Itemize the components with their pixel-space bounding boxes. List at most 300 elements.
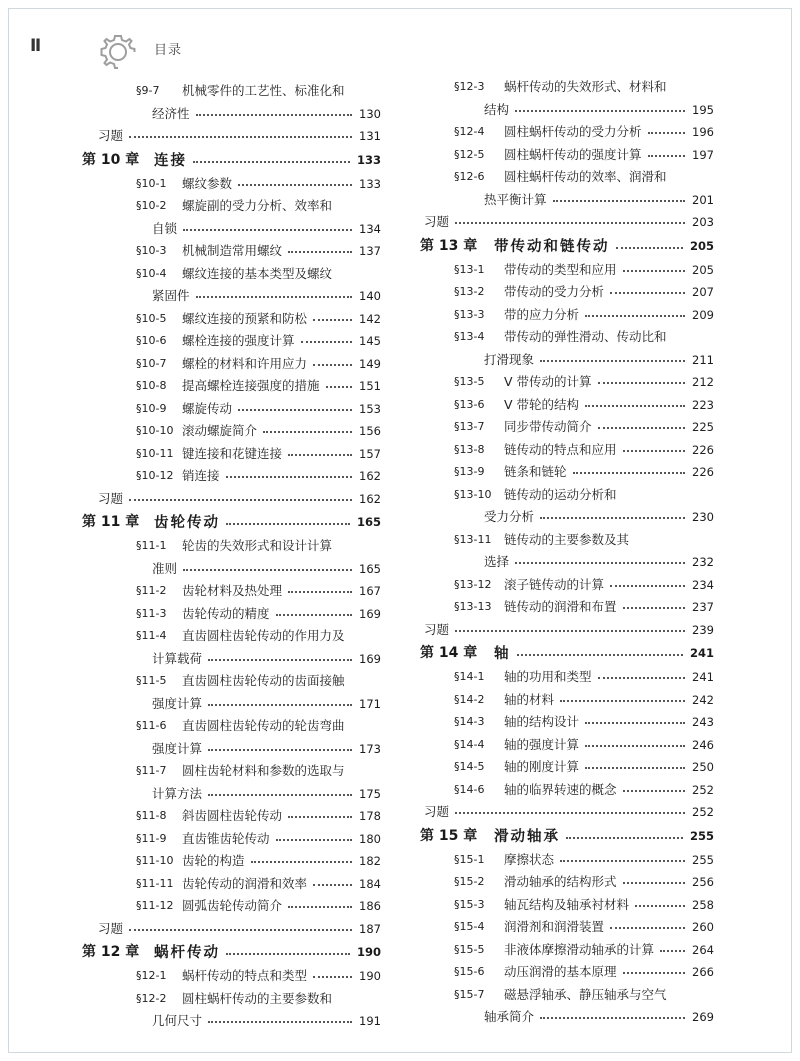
section-number: §14-2: [454, 692, 485, 706]
section-number: §10-9: [136, 401, 167, 415]
section-title: 直齿圆柱齿轮传动的作用力及: [182, 628, 345, 643]
page-ref: 264: [689, 939, 714, 962]
chapter-title: 滑动轴承: [494, 827, 560, 845]
section-title-continued: 热平衡计算: [484, 191, 547, 207]
section-title: V 带传动的计算: [504, 374, 592, 389]
dot-leader: [540, 517, 685, 519]
dot-leader: [560, 860, 685, 862]
section-number: §14-5: [454, 760, 485, 773]
chapter-row: [414, 824, 714, 849]
section-number: §9-7: [136, 84, 160, 97]
dot-leader: [313, 976, 352, 978]
dot-leader: [623, 450, 685, 452]
page-ref: 252: [689, 779, 714, 802]
section-title: 直齿圆柱齿轮传动的齿面接触: [182, 673, 345, 688]
section-number: §10-10: [136, 424, 174, 437]
page-ref: 256: [689, 871, 714, 894]
dot-leader: [208, 1021, 352, 1023]
page-ref: 258: [689, 894, 714, 917]
dot-leader: [288, 816, 352, 818]
section-title-continued: 结构: [484, 101, 510, 117]
section-number: §13-8: [454, 442, 485, 456]
toc-row: [106, 420, 381, 443]
section-number: §12-3: [454, 80, 485, 93]
section-title-continued: 受力分析: [484, 509, 535, 524]
toc-row: [106, 580, 381, 603]
dot-leader: [288, 251, 352, 253]
dot-leader: [129, 929, 352, 931]
page-ref: 223: [689, 394, 714, 417]
section-number: §10-7: [136, 356, 167, 370]
exercise-title: 习题: [424, 804, 450, 819]
toc-row: [434, 76, 714, 99]
dot-leader: [288, 454, 352, 456]
section-title-continued: 计算方法: [152, 785, 203, 801]
section-number: §15-5: [454, 942, 485, 956]
dot-leader: [301, 341, 352, 343]
dot-leader: [635, 905, 685, 907]
chapter-number: 第 15 章: [420, 827, 478, 844]
page-ref: 196: [689, 121, 714, 144]
page-ref: 241: [689, 666, 714, 689]
toc-row: [106, 80, 381, 103]
section-title: 机械零件的工艺性、标准化和: [182, 83, 345, 98]
dot-leader: [313, 364, 352, 366]
chapter-number: 第 12 章: [82, 944, 140, 960]
section-number: §10-3: [136, 244, 167, 257]
toc-row: [434, 326, 714, 349]
section-title: 圆柱蜗杆传动的强度计算: [504, 146, 642, 162]
toc-row: [434, 871, 714, 894]
dot-leader: [598, 677, 685, 679]
section-title: 螺旋传动: [182, 400, 233, 416]
page-ref: 153: [356, 398, 381, 421]
section-title: 带的应力分析: [504, 306, 580, 322]
section-title-continued: 打滑现象: [484, 351, 535, 367]
page-ref: 191: [356, 1010, 381, 1033]
toc-row: [434, 484, 714, 507]
toc-row: [414, 189, 714, 212]
toc-row: [106, 760, 381, 783]
chapter-title: 带传动和链传动: [494, 237, 610, 255]
chapter-title: 齿轮传动: [154, 514, 220, 531]
section-number: §11-10: [136, 854, 174, 867]
dot-leader: [196, 114, 352, 116]
chapter-row: [76, 940, 381, 965]
dot-leader: [648, 132, 685, 134]
dot-leader: [610, 292, 685, 294]
section-title-continued: 自锁: [152, 220, 178, 236]
section-number: §13-13: [454, 600, 492, 613]
toc-row: [106, 895, 381, 918]
dot-leader: [553, 200, 685, 202]
section-number: §10-11: [136, 446, 174, 460]
dot-leader: [288, 591, 352, 593]
page-ref: 266: [689, 961, 714, 984]
toc-row: [414, 349, 714, 372]
section-number: §11-8: [136, 809, 167, 822]
section-number: §15-4: [454, 920, 485, 933]
dot-leader: [455, 222, 685, 224]
toc-row: [434, 734, 714, 757]
page-ref: 269: [689, 1006, 714, 1029]
section-number: §10-5: [136, 311, 167, 325]
page-ref: 230: [689, 506, 714, 529]
section-number: §13-12: [454, 577, 492, 591]
dot-leader: [276, 614, 352, 616]
section-title: 圆柱蜗杆传动的效率、润滑和: [504, 169, 667, 184]
dot-leader: [226, 476, 352, 478]
gear-icon: [96, 30, 140, 74]
toc-row: [434, 916, 714, 939]
section-title: 螺纹参数: [182, 175, 233, 191]
section-title: 圆柱蜗杆传动的受力分析: [504, 124, 642, 139]
section-number: §11-4: [136, 629, 167, 642]
page-ref: 195: [689, 99, 714, 122]
toc-row: [106, 805, 381, 828]
section-title: 非液体摩擦滑动轴承的计算: [504, 941, 655, 957]
section-title: 链传动的运动分析和: [504, 486, 617, 502]
page-ref: 142: [356, 308, 381, 331]
page-ref: 162: [356, 465, 381, 488]
dot-leader: [610, 927, 685, 929]
section-title: 摩擦状态: [504, 851, 555, 867]
section-title: 螺栓连接的强度计算: [182, 333, 295, 348]
section-title: 链传动的润滑和布置: [504, 599, 617, 614]
page-ref: 212: [689, 371, 714, 394]
toc-row: [434, 121, 714, 144]
exercise-title: 习题: [98, 920, 124, 936]
dot-leader: [515, 562, 685, 564]
section-title: 齿轮传动的精度: [182, 605, 270, 621]
section-title: 链条和链轮: [504, 464, 567, 479]
dot-leader: [616, 247, 683, 249]
page-header: [26, 30, 786, 70]
toc-row: [434, 574, 714, 597]
dot-leader: [515, 110, 685, 112]
toc-row: [106, 670, 381, 693]
section-number: §15-7: [454, 987, 485, 1001]
dot-leader: [585, 315, 685, 317]
dot-leader: [193, 161, 350, 163]
section-number: §15-3: [454, 897, 485, 911]
section-number: §15-2: [454, 875, 485, 888]
toc-row: [434, 666, 714, 689]
toc-row: [106, 330, 381, 353]
toc-row: [76, 1010, 381, 1033]
dot-leader: [208, 659, 352, 661]
section-title: 斜齿圆柱齿轮传动: [182, 808, 283, 823]
page-ref: 130: [356, 103, 381, 126]
toc-row: [76, 103, 381, 126]
page-ref: 211: [689, 349, 714, 372]
page-ref: 134: [356, 218, 381, 241]
section-number: §11-12: [136, 899, 174, 912]
toc-row: [106, 443, 381, 466]
page-ref: 167: [356, 580, 381, 603]
section-title: 轴的临界转速的概念: [504, 781, 617, 797]
section-number: §10-8: [136, 379, 167, 392]
exercise-title: 习题: [98, 490, 124, 506]
chapter-row: [76, 510, 381, 535]
section-number: §11-7: [136, 764, 167, 777]
chapter-number: 第 13 章: [420, 237, 478, 254]
section-title-continued: 轴承简介: [484, 1009, 535, 1024]
toc-row: [434, 281, 714, 304]
section-title: 螺栓的材料和许用应力: [182, 355, 308, 371]
toc-row: [434, 711, 714, 734]
dot-leader: [517, 654, 683, 656]
page-ref: 250: [689, 756, 714, 779]
dot-leader: [540, 360, 685, 362]
section-title: 圆柱齿轮材料和参数的选取与: [182, 763, 345, 778]
section-title: 齿轮材料及热处理: [182, 583, 283, 598]
page-ref: 232: [689, 551, 714, 574]
chapter-row: [76, 148, 381, 173]
dot-leader: [623, 607, 685, 609]
page-ref: 203: [689, 211, 714, 234]
toc-row: [76, 648, 381, 671]
dot-leader: [598, 382, 685, 384]
dot-leader: [540, 1017, 685, 1019]
page-ref: 165: [354, 510, 381, 535]
section-title: 直齿圆柱齿轮传动的轮齿弯曲: [182, 718, 345, 733]
toc-row: [106, 465, 381, 488]
page-ref: 255: [687, 824, 714, 849]
toc-row: [106, 353, 381, 376]
toc-row: [434, 144, 714, 167]
section-title: 圆弧齿轮传动简介: [182, 898, 283, 913]
section-number: §14-1: [454, 670, 485, 683]
section-number: §14-4: [454, 737, 485, 751]
chapter-number: 第 11 章: [82, 514, 140, 530]
page-ref: 237: [689, 596, 714, 619]
section-title-continued: 几何尺寸: [152, 1013, 203, 1028]
exercise-row: [414, 619, 714, 642]
dot-leader: [208, 794, 352, 796]
section-title: 带传动的弹性滑动、传动比和: [504, 329, 667, 344]
page-ref: 190: [354, 940, 381, 965]
section-number: §11-1: [136, 539, 167, 552]
exercise-title: 习题: [98, 128, 124, 143]
section-title: 螺纹连接的基本类型及螺纹: [182, 265, 333, 281]
section-title: 键连接和花键连接: [182, 445, 283, 461]
chapter-title: 连接: [154, 151, 187, 169]
toc-row: [414, 1006, 714, 1029]
toc-row: [106, 173, 381, 196]
page-ref: 205: [689, 259, 714, 282]
toc-row: [434, 849, 714, 872]
page-ref: 151: [356, 375, 381, 398]
page-ref: 182: [356, 850, 381, 873]
section-title: 轮齿的失效形式和设计计算: [182, 538, 333, 553]
section-title-continued: 强度计算: [152, 740, 203, 756]
exercise-row: [76, 125, 381, 148]
section-number: §11-3: [136, 606, 167, 620]
dot-leader: [566, 837, 683, 839]
section-title: 齿轮的构造: [182, 853, 245, 868]
page-ref: 145: [356, 330, 381, 353]
section-title: 链传动的主要参数及其: [504, 531, 630, 547]
section-number: §11-5: [136, 674, 167, 687]
dot-leader: [648, 155, 685, 157]
section-number: §13-6: [454, 397, 485, 411]
page-ref: 175: [356, 783, 381, 806]
toc-row: [106, 625, 381, 648]
toc-row: [106, 988, 381, 1011]
page-ref: 169: [356, 603, 381, 626]
dot-leader: [660, 950, 685, 952]
page-ref: 207: [689, 281, 714, 304]
section-title: 轴的强度计算: [504, 736, 580, 752]
section-title: 磁悬浮轴承、静压轴承与空气: [504, 986, 667, 1002]
dot-leader: [129, 499, 352, 501]
toc-row: [106, 375, 381, 398]
page-ref: 184: [356, 873, 381, 896]
section-number: §14-3: [454, 715, 485, 728]
toc-row: [106, 263, 381, 286]
toc-row: [106, 965, 381, 988]
section-title: 齿轮传动的润滑和效率: [182, 875, 308, 891]
toc-row: [106, 850, 381, 873]
toc-row: [434, 779, 714, 802]
dot-leader: [455, 630, 685, 632]
section-title: 销连接: [182, 468, 220, 483]
page-ref: 201: [689, 189, 714, 212]
page-ref: 243: [689, 711, 714, 734]
section-title: 蜗杆传动的失效形式、材料和: [504, 79, 667, 94]
page-ref: 140: [356, 285, 381, 308]
section-title: 轴的结构设计: [504, 714, 580, 729]
exercise-row: [76, 488, 381, 511]
section-title-continued: 经济性: [152, 105, 190, 121]
dot-leader: [129, 136, 352, 138]
page-ref: 186: [356, 895, 381, 918]
toc-row: [106, 195, 381, 218]
chapter-row: [414, 234, 714, 259]
section-number: §13-9: [454, 465, 485, 478]
section-number: §15-6: [454, 965, 485, 978]
dot-leader: [276, 839, 352, 841]
section-number: §12-6: [454, 170, 485, 183]
section-title: 直齿锥齿轮传动: [182, 830, 270, 846]
page-ref: 205: [687, 234, 714, 259]
section-number: §13-10: [454, 487, 492, 501]
dot-leader: [326, 386, 352, 388]
toc-row: [106, 603, 381, 626]
dot-leader: [183, 229, 352, 231]
section-title: 螺旋副的受力分析、效率和: [182, 198, 333, 213]
toc-row: [106, 715, 381, 738]
section-number: §11-9: [136, 831, 167, 845]
page-ref: 226: [689, 439, 714, 462]
page-ref: 260: [689, 916, 714, 939]
toc-row: [434, 984, 714, 1007]
toc-row: [434, 894, 714, 917]
section-title: 滚子链传动的计算: [504, 576, 605, 592]
page-ref: 131: [356, 125, 381, 148]
dot-leader: [313, 319, 352, 321]
section-title: 带传动的类型和应用: [504, 261, 617, 277]
section-number: §11-11: [136, 876, 174, 890]
toc-row: [76, 558, 381, 581]
dot-leader: [623, 972, 685, 974]
dot-leader: [226, 523, 350, 525]
section-number: §12-5: [454, 147, 485, 161]
page-ref: 209: [689, 304, 714, 327]
page-ref: 173: [356, 738, 381, 761]
section-number: §13-11: [454, 532, 492, 546]
toc-row: [434, 939, 714, 962]
section-number: §10-1: [136, 176, 167, 190]
dot-leader: [208, 704, 352, 706]
page-ref: 190: [356, 965, 381, 988]
toc-row: [434, 529, 714, 552]
chapter-row: [414, 641, 714, 666]
toc-row: [106, 240, 381, 263]
toc-row: [434, 416, 714, 439]
dot-leader: [623, 790, 685, 792]
toc-row: [106, 535, 381, 558]
section-number: §13-3: [454, 307, 485, 321]
section-title-continued: 紧固件: [152, 288, 190, 303]
page-ref: 187: [356, 918, 381, 941]
toc-row: [414, 99, 714, 122]
toc-row: [434, 371, 714, 394]
toc-row: [434, 304, 714, 327]
page-ref: 133: [356, 173, 381, 196]
page-ref: 226: [689, 461, 714, 484]
section-number: §13-1: [454, 262, 485, 276]
dot-leader: [560, 700, 685, 702]
page-ref: 156: [356, 420, 381, 443]
dot-leader: [251, 861, 352, 863]
section-number: §12-1: [136, 969, 167, 982]
exercise-title: 习题: [424, 214, 450, 229]
section-title-continued: 准则: [152, 560, 178, 576]
dot-leader: [598, 427, 685, 429]
page-ref: 169: [356, 648, 381, 671]
toc-row: [76, 693, 381, 716]
toc-row: [414, 551, 714, 574]
dot-leader: [263, 431, 352, 433]
page-ref: 197: [689, 144, 714, 167]
section-title: 轴的功用和类型: [504, 669, 592, 684]
page-ref: 255: [689, 849, 714, 872]
section-title: 蜗杆传动的特点和类型: [182, 968, 308, 983]
toc-row: [414, 506, 714, 529]
section-title-continued: 强度计算: [152, 695, 203, 711]
section-title: 链传动的特点和应用: [504, 441, 617, 457]
page-ref: 157: [356, 443, 381, 466]
page-ref: 234: [689, 574, 714, 597]
page-ref: 178: [356, 805, 381, 828]
section-number: §13-2: [454, 285, 485, 298]
page-ref: 162: [356, 488, 381, 511]
section-title: 轴的材料: [504, 691, 555, 707]
chapter-number: 第 14 章: [420, 645, 478, 661]
page-ref: 246: [689, 734, 714, 757]
dot-leader: [196, 296, 352, 298]
section-title-continued: 选择: [484, 554, 510, 569]
dot-leader: [208, 749, 352, 751]
toc-row: [434, 689, 714, 712]
toc-row: [76, 218, 381, 241]
section-number: §12-4: [454, 125, 485, 138]
section-title: 提高螺栓连接强度的措施: [182, 378, 320, 393]
section-title: 轴瓦结构及轴承衬材料: [504, 896, 630, 912]
dot-leader: [585, 767, 685, 769]
